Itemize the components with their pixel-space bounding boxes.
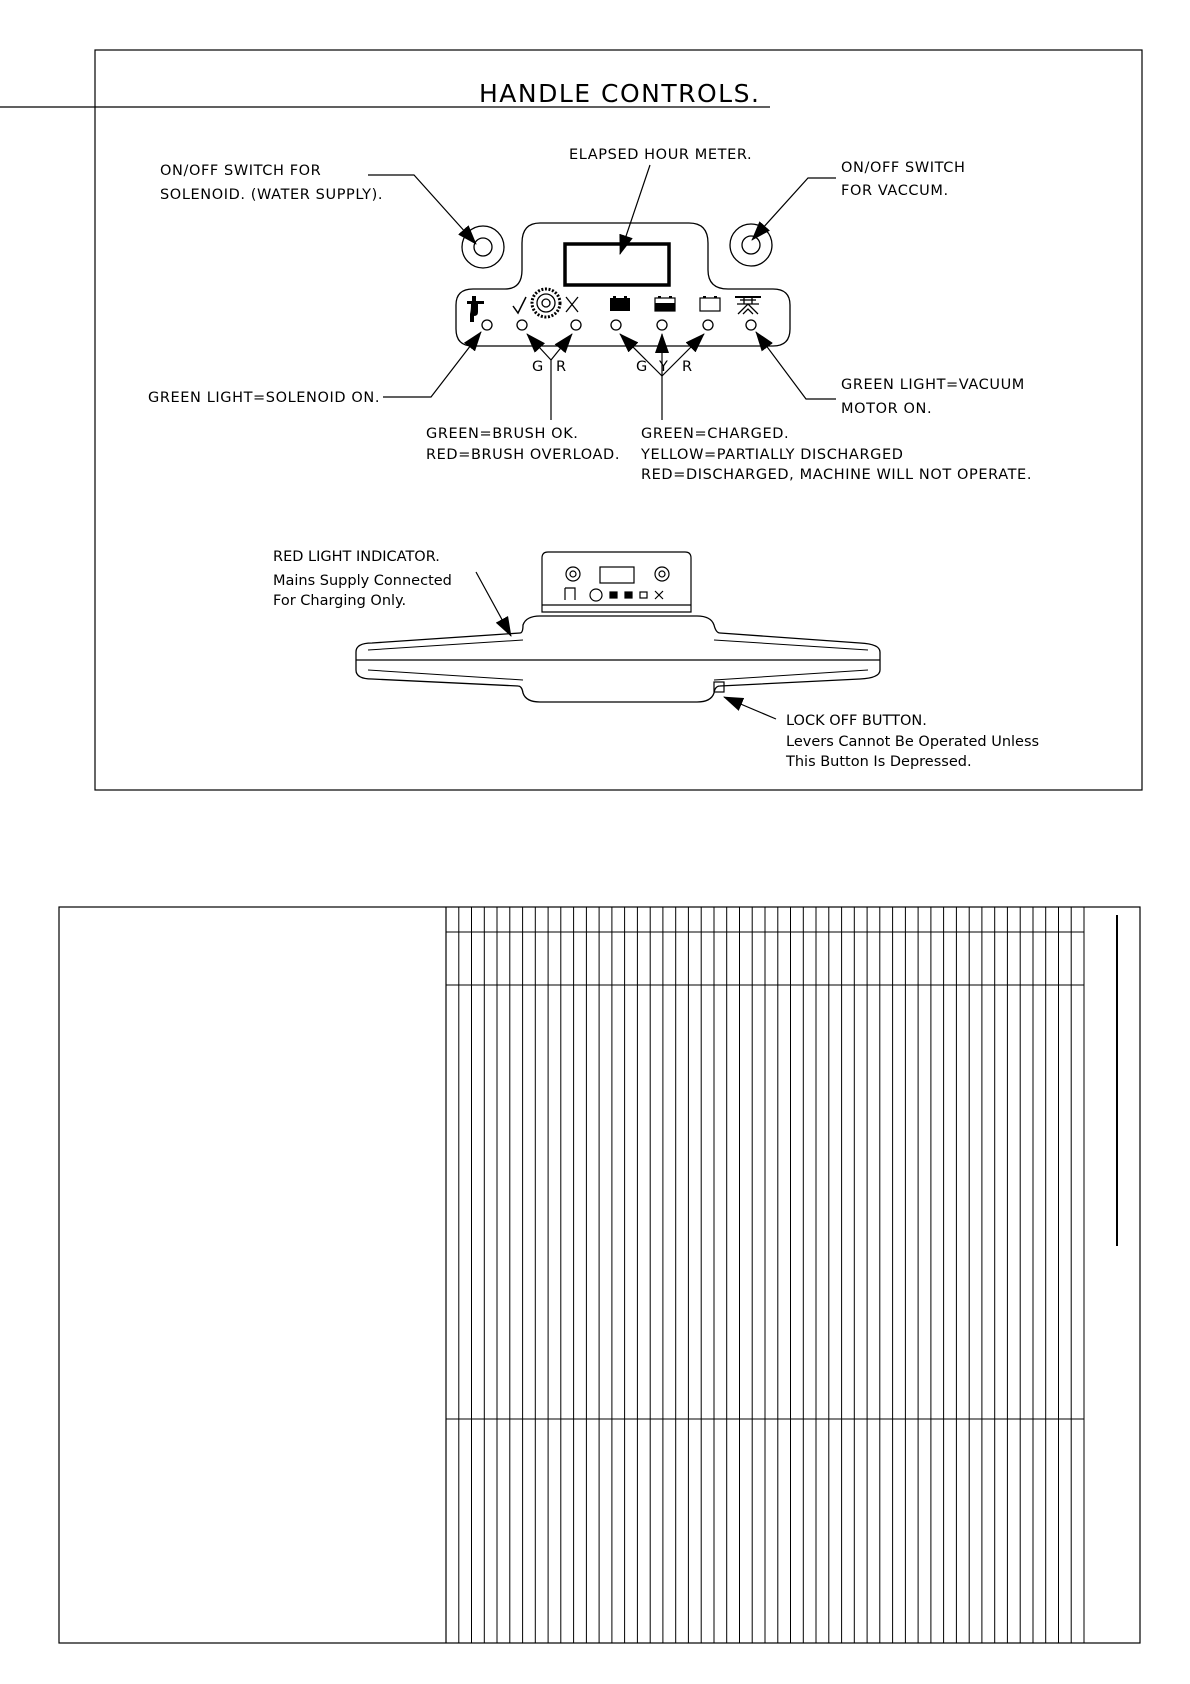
- cross-icon: [566, 297, 578, 312]
- tap-icon: [467, 296, 484, 322]
- red-light-label-line-3: For Charging Only.: [273, 593, 407, 609]
- handle-lower-edge-left: [368, 670, 523, 680]
- brush-light-label: [426, 426, 620, 463]
- battery-light-label-line-3: RED=DISCHARGED, MACHINE WILL NOT OPERATE.: [641, 467, 1033, 483]
- vacuum-light-label: [841, 377, 1030, 417]
- vacuum-icon: [735, 297, 761, 314]
- red-light-label: [273, 549, 457, 609]
- solenoid-light-label: GREEN LIGHT=SOLENOID ON.: [148, 390, 381, 406]
- page-title: HANDLE CONTROLS.: [479, 79, 761, 108]
- lower-frame: [59, 907, 1140, 1643]
- lock-button-label-line-1: LOCK OFF BUTTON.: [786, 713, 927, 729]
- form-grid: [459, 907, 1084, 1643]
- brush-led-letter-green: G: [532, 359, 544, 375]
- battery-red-led: [703, 320, 713, 330]
- vacuum-switch-label-line-1: ON/OFF SWITCH: [841, 160, 966, 176]
- lock-button-label-line-3: This Button Is Depressed.: [786, 754, 972, 770]
- vacuum-light-label-line-2: MOTOR ON.: [841, 401, 933, 417]
- vacuum-switch-label: [841, 160, 971, 199]
- hour-meter-display: [565, 244, 669, 285]
- brush-lights-leader: [527, 334, 572, 420]
- solenoid-light-leader: [383, 332, 481, 397]
- vacuum-light-leader: [756, 332, 836, 399]
- lock-button-label: [785, 713, 1044, 770]
- solenoid-switch-label-line-2: SOLENOID. (WATER SUPPLY).: [160, 187, 384, 203]
- vacuum-switch-leader: [752, 178, 836, 240]
- red-light-label-line-2: Mains Supply Connected: [273, 573, 452, 589]
- lock-off-button[interactable]: [714, 682, 724, 692]
- solenoid-switch-leader: [368, 175, 476, 244]
- red-light-leader: [476, 572, 511, 636]
- lock-button-label-line-2: Levers Cannot Be Operated Unless: [786, 734, 1040, 750]
- brush-light-label-line-1: GREEN=BRUSH OK.: [426, 426, 579, 442]
- handle-body: [356, 616, 880, 702]
- solenoid-switch-label-line-1: ON/OFF SWITCH FOR: [160, 163, 322, 179]
- red-light-label-line-1: RED LIGHT INDICATOR.: [273, 549, 440, 565]
- brush-light-label-line-2: RED=BRUSH OVERLOAD.: [426, 447, 621, 463]
- hour-meter-leader: [620, 165, 650, 254]
- check-icon: [513, 297, 526, 313]
- small-control-panel: [542, 552, 691, 612]
- battery-led-letter-yellow: Y: [659, 359, 669, 375]
- vacuum-switch-knob[interactable]: [730, 224, 772, 266]
- brush-gear-icon: [532, 289, 560, 317]
- brush-led-letter-red: R: [556, 359, 567, 375]
- solenoid-led: [482, 320, 492, 330]
- vacuum-light-label-line-1: GREEN LIGHT=VACUUM: [841, 377, 1025, 393]
- battery-light-label: [640, 426, 1032, 483]
- vacuum-led: [746, 320, 756, 330]
- battery-green-led: [611, 320, 621, 330]
- battery-led-letter-green: G: [636, 359, 648, 375]
- battery-light-label-line-1: GREEN=CHARGED.: [641, 426, 790, 442]
- battery-full-icon: [610, 296, 630, 311]
- battery-yellow-led: [657, 320, 667, 330]
- handle-lower-edge-right: [714, 670, 868, 680]
- battery-lights-leader: [620, 334, 704, 420]
- brush-green-led: [517, 320, 527, 330]
- hour-meter-label: ELAPSED HOUR METER.: [569, 147, 753, 163]
- battery-led-letter-red: R: [682, 359, 693, 375]
- battery-light-label-line-2: YELLOW=PARTIALLY DISCHARGED: [641, 447, 904, 463]
- battery-half-icon: [655, 296, 675, 311]
- vacuum-switch-label-line-2: FOR VACCUM.: [841, 183, 949, 199]
- battery-empty-icon: [700, 296, 720, 311]
- solenoid-switch-label: [160, 163, 383, 203]
- lock-button-leader: [724, 697, 776, 719]
- solenoid-switch-knob[interactable]: [462, 226, 504, 268]
- brush-red-led: [571, 320, 581, 330]
